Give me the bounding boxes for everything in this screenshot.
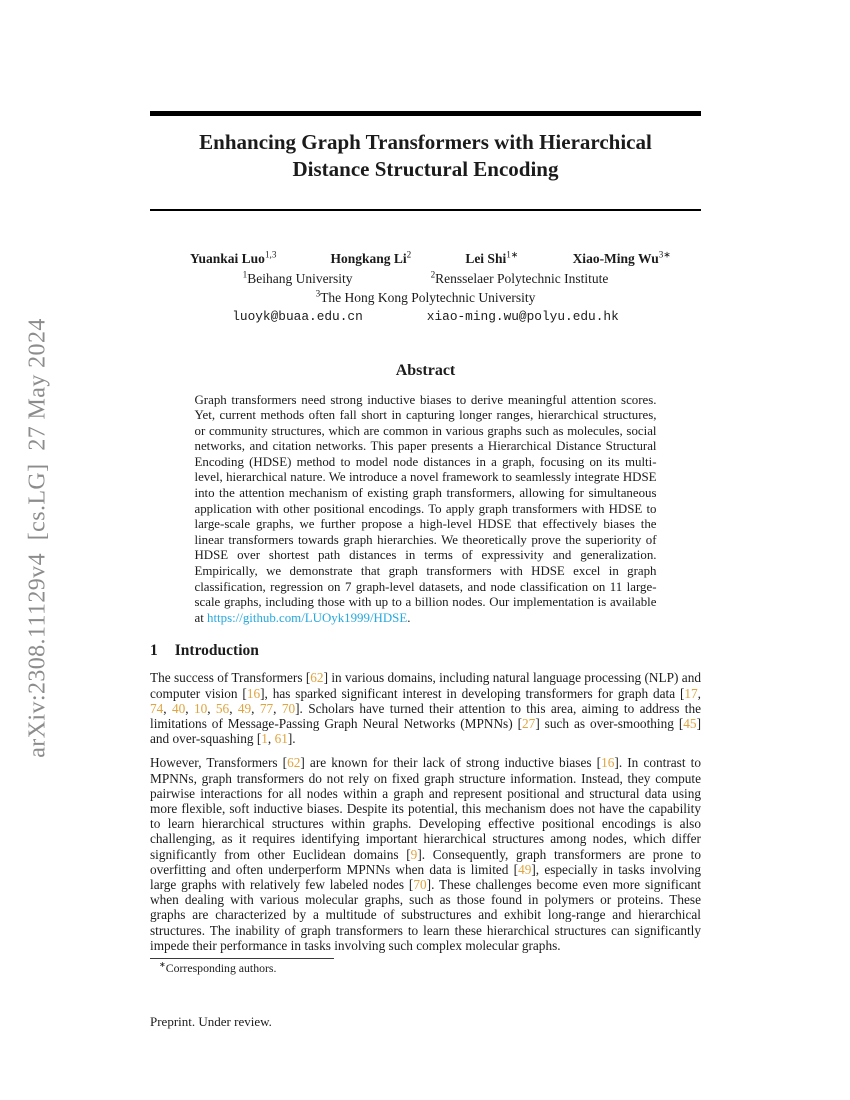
citation-ref[interactable]: 1 bbox=[261, 731, 268, 747]
title-rule-top bbox=[150, 111, 701, 116]
author: Xiao-Ming $Wu^{3∗}$ bbox=[572, 249, 671, 266]
email-address: luoyk@buaa.edu.cn bbox=[232, 308, 363, 324]
paper-title-line2: Distance Structural Encoding bbox=[292, 157, 559, 181]
citation-ref[interactable]: 74 bbox=[150, 700, 164, 716]
citation-ref[interactable]: 77 bbox=[259, 700, 274, 716]
author-affiliation-marker: 2 bbox=[406, 249, 412, 259]
citation-ref[interactable]: 9 bbox=[410, 846, 418, 862]
affiliation: $^3$The Hong Kong Polytechnic University bbox=[315, 288, 536, 305]
paragraph: The success of Transformers [62] in various domains, including natural language processing (NLP) and computer vision [16], has sparked significant interest in developing transformers for graph data [17, 74, 40, 10, 56, 49, 77, 70]. Scholars have turned their attention to this area, aiming to address the limitations of Message-Passing Graph Neural Networks (MPNNs) [27] such as over-smoothing [45] and over-squashing [1, 61]. bbox=[150, 670, 702, 747]
footnote-rule bbox=[150, 958, 334, 959]
author: Hongkang Li$^2$ bbox=[330, 249, 412, 266]
title-rule-bottom bbox=[150, 209, 701, 211]
citation-ref[interactable]: 10 bbox=[193, 700, 208, 716]
paper-title-line1: Enhancing Graph Transformers with Hierarchical bbox=[199, 130, 652, 154]
affiliation-row bbox=[150, 270, 701, 287]
affiliation: $^2$Rensselaer Polytechnic Institute bbox=[430, 269, 609, 286]
author-affiliation-marker: 3∗ bbox=[658, 249, 671, 259]
citation-ref[interactable]: 45 bbox=[683, 716, 697, 732]
section-number: 1 bbox=[150, 642, 158, 660]
citation-ref[interactable]: 61 bbox=[274, 731, 288, 747]
section-title: Introduction bbox=[174, 642, 259, 660]
citation-ref[interactable]: 62 bbox=[287, 755, 301, 771]
citation-ref[interactable]: 70 bbox=[281, 700, 296, 716]
citation-ref[interactable]: 56 bbox=[215, 700, 230, 716]
citation-ref[interactable]: 40 bbox=[171, 700, 186, 716]
citation-ref[interactable]: 62 bbox=[310, 670, 324, 686]
author-affiliation-marker: 1,3 bbox=[264, 249, 277, 259]
affiliation: $^1$Beihang University bbox=[242, 269, 353, 286]
preprint-status-note: Preprint. Under review. bbox=[150, 1014, 272, 1029]
footnote-marker: ∗ bbox=[159, 960, 166, 970]
citation-ref[interactable]: 16 bbox=[246, 685, 261, 701]
citation-ref[interactable]: 49 bbox=[237, 700, 252, 716]
citation-ref[interactable]: 49 bbox=[518, 861, 532, 877]
corresponding-author-footnote: ∗Corresponding authors. bbox=[159, 960, 277, 976]
abstract-text: Graph transformers need strong inductive biases to derive meaningful attention scores. Yet, current methods often fall short in capturing longer ranges, hierarchical structures, or community structures, which are common in various graphs such as molecules, social networks, and citation networks. This paper presents a Hierarchical Distance Structural Encoding (HDSE) method to model node distances in a graph, focusing on its multi-level, hierarchical nature. We introduce a novel framework to seamlessly integrate HDSE into the attention mechanism of existing graph transformers, allowing for simultaneous application with other positional encodings. To apply graph transformers with HDSE to large-scale graphs, we further propose a high-level HDSE that effectively biases the linear transformers towards graph hierarchies. We theoretically prove the superiority of HDSE over shortest path distances in terms of expressivity and generalization. Empirically, we demonstrate that graph transformers with HDSE excel in graph classification, regression on 7 graph-level datasets, and node classification on 11 large-scale graphs, including those with up to a billion nodes. Our implementation is available at https://github.com/LUOyk1999/HDSE. bbox=[194, 392, 657, 625]
author-affiliation-marker: 1∗ bbox=[506, 249, 519, 259]
paragraph: However, Transformers [62] are known for their lack of strong inductive biases [16]. In contrast to MPNNs, graph transformers do not rely on fixed graph structure information. Instead, they compute pairwise interactions for all nodes within a graph and represent positional and structural data using more flexible, soft inductive biases. Despite its potential, this mechanism does not have the capability to learn hierarchical structures within graphs. Developing effective positional encodings is also challenging, as it requires identifying important hierarchical structures among nodes, which differ significantly from other Euclidean domains [9]. Consequently, graph transformers are prone to overfitting and often underperform MPNNs when data is limited [49], especially in tasks involving large graphs with relatively few labeled nodes [70]. These challenges become even more significant when dealing with various molecular graphs, such as those found in polymers or proteins. These graphs are characterized by a multitude of substructures and exhibit long-range and hierarchical structures. The inability of graph transformers to learn these hierarchical structures can significantly impede their performance in tasks involving such complex molecular graphs. bbox=[150, 755, 702, 953]
paper-content bbox=[150, 0, 701, 975]
citation-ref[interactable]: 70 bbox=[413, 877, 427, 893]
email-row bbox=[150, 309, 701, 325]
abstract-heading: Abstract bbox=[395, 361, 456, 379]
github-link[interactable]: https://github.com/LUOyk1999/HDSE bbox=[207, 610, 408, 625]
author-list bbox=[150, 250, 701, 267]
section-heading-introduction bbox=[150, 642, 701, 660]
author: Lei Shi$^{1∗}$ bbox=[465, 249, 519, 266]
paper-title bbox=[150, 129, 701, 183]
citation-ref[interactable]: 27 bbox=[522, 716, 536, 732]
author: Yuankai Luo$^{1,3}$ bbox=[190, 249, 277, 266]
citation-ref[interactable]: 16 bbox=[601, 755, 615, 771]
citation-ref[interactable]: 17 bbox=[684, 685, 698, 701]
email-address: xiao-ming.wu@polyu.edu.hk bbox=[426, 308, 619, 324]
arxiv-watermark: arXiv:2308.11129v4 [cs.LG] 27 May 2024 bbox=[24, 318, 51, 758]
